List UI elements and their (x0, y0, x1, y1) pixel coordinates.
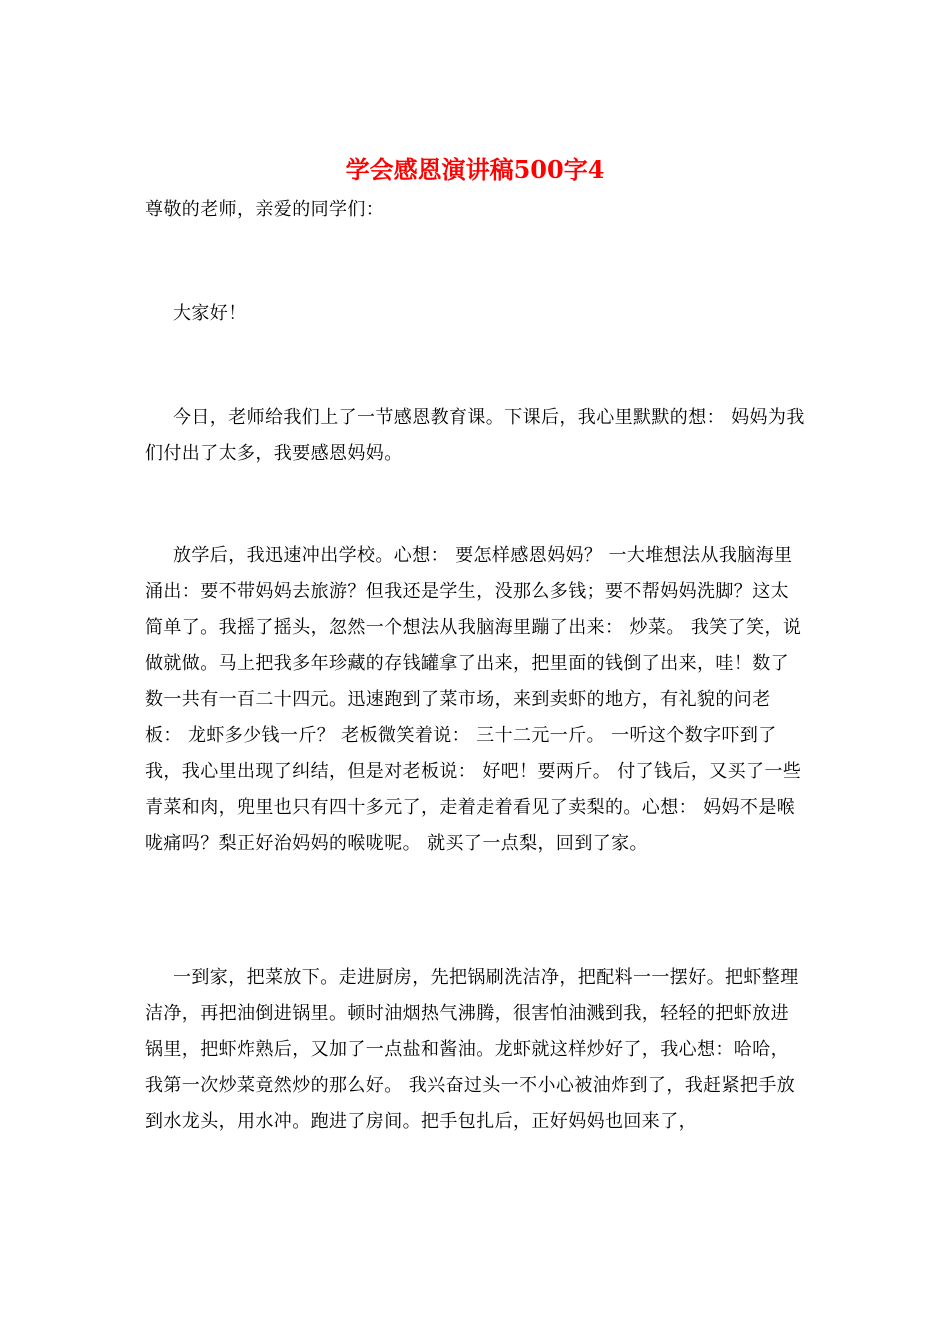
paragraph-shopping: 放学后，我迅速冲出学校。心想： 要怎样感恩妈妈？ 一大堆想法从我脑海里涌出：要不带妈妈去旅游？但我还是学生，没那么多钱；要不帮妈妈洗脚？这太简单了。我摇了摇头，忽然一个想法从我脑海里蹦了出来： 炒菜。 我笑了笑，说做就做。马上把我多年珍藏的存钱罐拿了出来，把里面的钱倒了出来，哇！数了数一共有一百二十四元。迅速跑到了菜市场，来到卖虾的地方，有礼貌的问老板： 龙虾多少钱一斤？ 老板微笑着说： 三十二元一斤。 一听这个数字吓到了我，我心里出现了纠结，但是对老板说： 好吧！要两斤。 付了钱后，又买了一些青菜和肉，兜里也只有四十多元了，走着走着看见了卖梨的。心想： 妈妈不是喉咙痛吗？梨正好治妈妈的喉咙呢。 就买了一点梨，回到了家。 (145, 545, 802, 854)
salutation: 尊敬的老师，亲爱的同学们： (145, 199, 385, 220)
paragraph-cooking: 一到家，把菜放下。走进厨房，先把锅刷洗洁净，把配料一一摆好。把虾整理洁净，再把油倒进锅里。顿时油烟热气沸腾，很害怕油溅到我，轻轻的把虾放进锅里，把虾炸熟后，又加了一点盐和酱油。龙虾就这样炒好了，我心想：哈哈，我第一次炒菜竟然炒的那么好。 我兴奋过头一不小心被油炸到了，我赶紧把手放到水龙头，用水冲。跑进了房间。把手包扎后，正好妈妈也回来了， (145, 967, 799, 1132)
paragraph-lesson: 今日，老师给我们上了一节感恩教育课。下课后，我心里默默的想： 妈妈为我们付出了太多，我要感恩妈妈。 (145, 407, 805, 464)
document-title: 学会感恩演讲稿500字4 (345, 155, 605, 184)
paragraph-greeting: 大家好！ (173, 303, 247, 324)
